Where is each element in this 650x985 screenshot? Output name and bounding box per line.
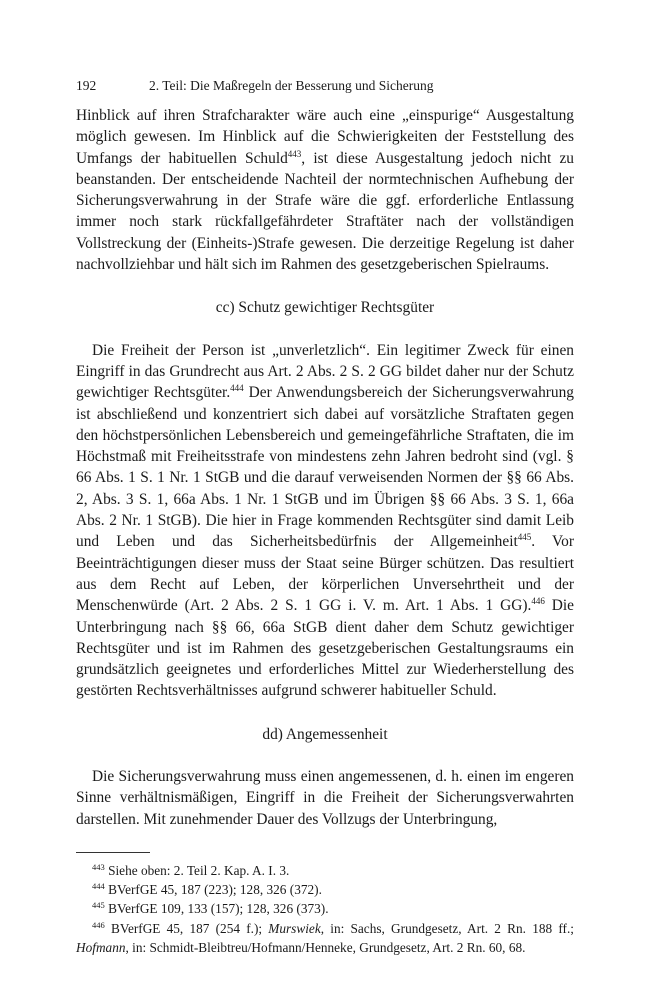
author-name: Murswiek (268, 920, 321, 936)
footnote-text: BVerfGE 45, 187 (254 f.); (104, 920, 269, 936)
running-head (76, 78, 574, 94)
footnote-443 (76, 861, 574, 880)
main-text (76, 105, 574, 830)
footnote-text: Siehe oben: 2. Teil 2. Kap. A. I. 3. (104, 862, 290, 878)
footnote-ref-445[interactable]: 445 (517, 532, 532, 543)
footnote-444 (76, 880, 574, 899)
footnote-ref-446[interactable]: 446 (531, 596, 545, 607)
footnote-text: , in: Schmidt-Bleibtreu/Hofmann/Henneke, Grundgesetz, Art. 2 Rn. 60, 68. (125, 939, 526, 955)
footnote-text: , in: Sachs, Grundgesetz, Art. 2 Rn. 188 ff.; (320, 920, 574, 936)
footnote-445 (76, 899, 574, 918)
section-heading-dd: dd) Angemessenheit (262, 725, 388, 743)
text-run: Der Anwendungsbereich der Sicherungsverwahrung ist abschließend und konzentriert sich dabei auf vorsätzliche Straftaten gegen den höchstpersönlichen Lebensbereich und gemeingefährliche Straftaten, die im Höchstmaß mit Freiheitsstrafe von mindestens zehn Jahren bedroht sind (vgl. § 66 Abs. 1 S. 1 Nr. 1 StGB und die darauf verweisenden Normen der §§ 66 Abs. 2, Abs. 3 S. 1, 66a Abs. 1 Nr. 1 StGB und im Übrigen §§ 66 Abs. 3 S. 1, 66a Abs. 2 Nr. 1 StGB). Die hier in Frage kommenden Rechtsgüter sind damit Leib und Leben und das Sicherheitsbedürfnis der Allgemeinheit (76, 384, 574, 551)
footnote-separator (76, 852, 150, 853)
text-run: . Vor Beeinträchtigungen dieser muss der Staat seine Bürger schützen. Das resultiert aus dem Recht auf Leben, der körperlichen Unversehrtheit und der Menschenwürde (Art. 2 Abs. 2 S. 1 GG i. V. m. Art. 1 Abs. 1 GG). (76, 533, 574, 615)
paragraph-continuation (76, 105, 574, 275)
text-run: Hinblick auf ihren Strafcharakter wäre auch eine „einspurige“ Ausgestaltung möglich gewesen. Im Hinblick auf die Schwierigkeiten der Feststellung des Umfangs der habituellen Schuld (76, 107, 574, 167)
paragraph-angemessenheit: Die Sicherungsverwahrung muss einen angemessenen, d. h. einen im engeren Sinne verhältnismäßigen, Eingriff in die Freiheit der Sicherungsverwahrten darstellen. Mit zunehmender Dauer des Vollzugs der Unterbringung, (76, 768, 574, 828)
footnote-number: 443 (92, 861, 105, 872)
footnote-text: BVerfGE 45, 187 (223); 128, 326 (372). (104, 882, 322, 898)
footnote-number: 446 (92, 919, 105, 930)
text-run: , ist diese Ausgestaltung jedoch nicht zu beanstanden. Der entscheidende Nachteil der normtechnischen Aufhebung der Sicherungsverwahrung in der Strafe wäre die ggf. erforderliche Entlassung immer noch stark rückfallgefährdeter Straftäter nach der vollständigen Vollstreckung der (Einheits-)Strafe gewesen. Die derzeitige Regelung ist daher nachvollziehbar und hält sich im Rahmen des gesetzgeberischen Spielraums. (76, 149, 575, 274)
section-heading-cc: cc) Schutz gewichtiger Rechtsgüter (215, 299, 435, 317)
footnote-number: 444 (92, 881, 105, 892)
page-number: 192 (76, 78, 97, 93)
paragraph-schutz (76, 340, 574, 702)
footnote-ref-444[interactable]: 444 (230, 383, 244, 394)
text-run: Die Freiheit der Person ist „unverletzlich“. Ein legitimer Zweck für einen Eingriff in das Grundrecht aus Art. 2 Abs. 2 S. 2 GG bildet daher nur der Schutz gewichtiger Rechtsgüter. (76, 341, 574, 402)
running-title: 2. Teil: Die Maßregeln der Besserung und Sicherung (149, 78, 434, 93)
footnotes (76, 861, 574, 957)
footnote-number: 445 (92, 900, 105, 911)
footnote-446 (76, 919, 574, 957)
footnote-text: BVerfGE 109, 133 (157); 128, 326 (373). (104, 901, 329, 917)
text-run: Die Unterbringung nach §§ 66, 66a StGB dient daher dem Schutz gewichtiger Rechtsgüter und ist im Rahmen des gesetzgeberischen Gestaltungsraums ein grundsätzlich geeignetes und erforderliches Mittel zur Wiederherstellung des gestörten Rechtsverhältnisses aufgrund schwerer habitueller Schuld. (76, 597, 575, 700)
footnote-ref-443[interactable]: 443 (287, 148, 302, 159)
author-name: Hofmann (76, 939, 126, 955)
